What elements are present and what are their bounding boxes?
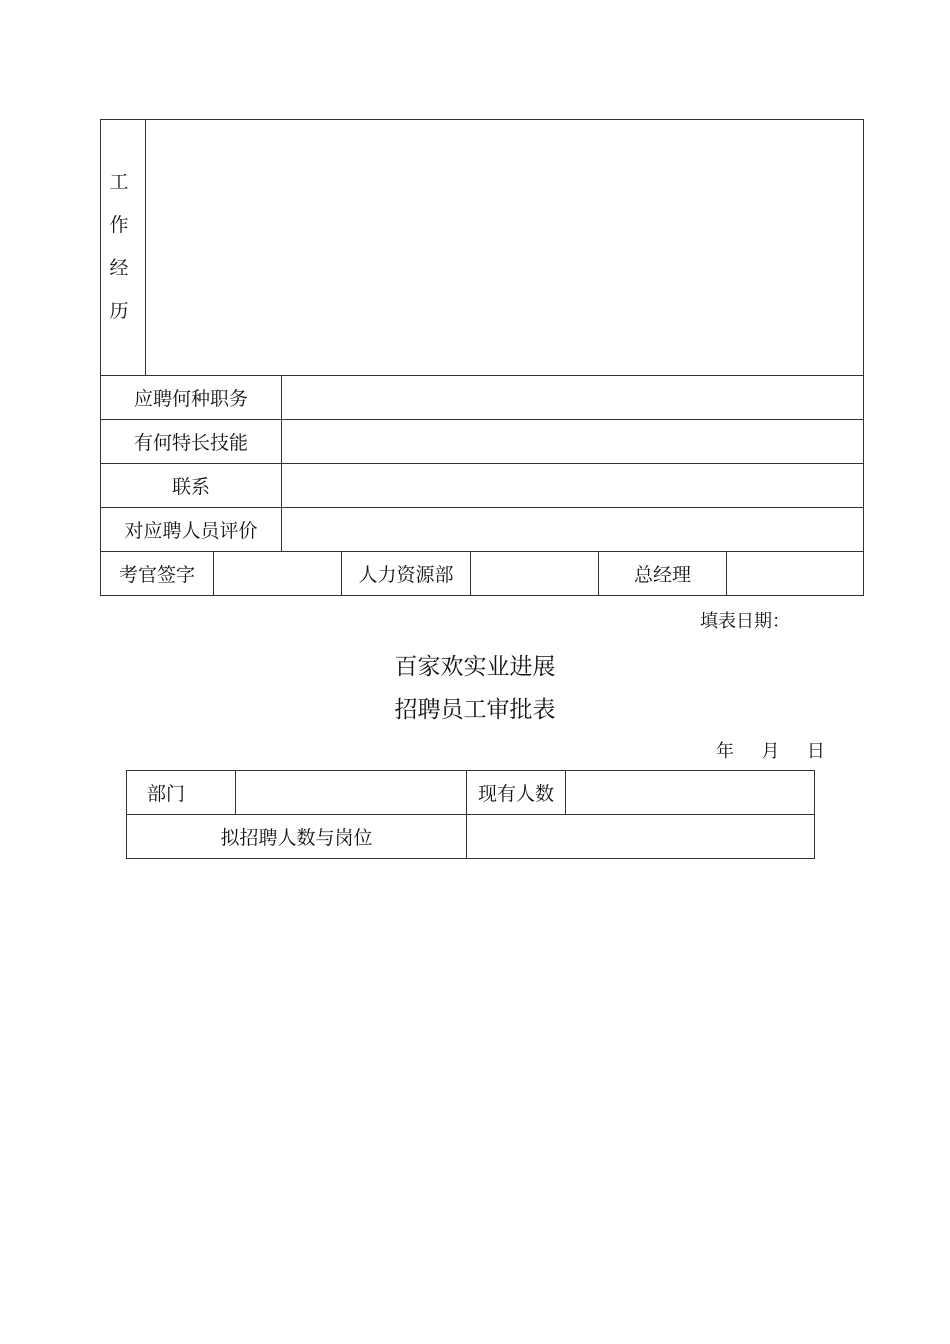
work-history-field[interactable] — [146, 120, 863, 375]
special-skills-label: 有何特长技能 — [133, 432, 248, 454]
hr-department-label: 人力资源部 — [358, 564, 454, 586]
date-line: 年 月 日 — [716, 741, 825, 762]
work-history-char: 经 — [109, 257, 129, 279]
work-history-char: 工 — [109, 171, 129, 193]
fill-date-label: 填表日期： — [700, 611, 790, 632]
department-field[interactable] — [236, 771, 466, 814]
general-manager-field[interactable] — [727, 552, 863, 595]
contact-field[interactable] — [282, 464, 863, 507]
table-border-bottom — [100, 595, 864, 596]
work-history-char: 历 — [109, 300, 129, 322]
interviewer-sign-field[interactable] — [214, 552, 341, 595]
position-applied-label: 应聘何种职务 — [133, 388, 248, 410]
approval-title-line1: 百家欢实业进展 — [394, 654, 556, 680]
approval-title-line2: 招聘员工审批表 — [394, 697, 556, 723]
planned-recruit-label: 拟招聘人数与岗位 — [220, 827, 373, 849]
department-label: 部门 — [147, 783, 186, 805]
general-manager-label: 总经理 — [633, 564, 691, 586]
position-applied-field[interactable] — [282, 376, 863, 419]
table-border-right — [863, 119, 864, 596]
current-staff-label: 现有人数 — [477, 783, 554, 805]
work-history-label — [101, 120, 145, 374]
work-history-char: 作 — [109, 214, 129, 236]
table-border-right — [814, 770, 815, 859]
planned-recruit-field[interactable] — [467, 815, 814, 858]
hr-department-field[interactable] — [471, 552, 598, 595]
evaluation-field[interactable] — [282, 508, 863, 551]
table-border-bottom — [126, 858, 815, 859]
current-staff-field[interactable] — [566, 771, 814, 814]
evaluation-label: 对应聘人员评价 — [124, 520, 258, 542]
special-skills-field[interactable] — [282, 420, 863, 463]
contact-label: 联系 — [171, 476, 210, 498]
interviewer-sign-label: 考官签字 — [118, 564, 195, 586]
